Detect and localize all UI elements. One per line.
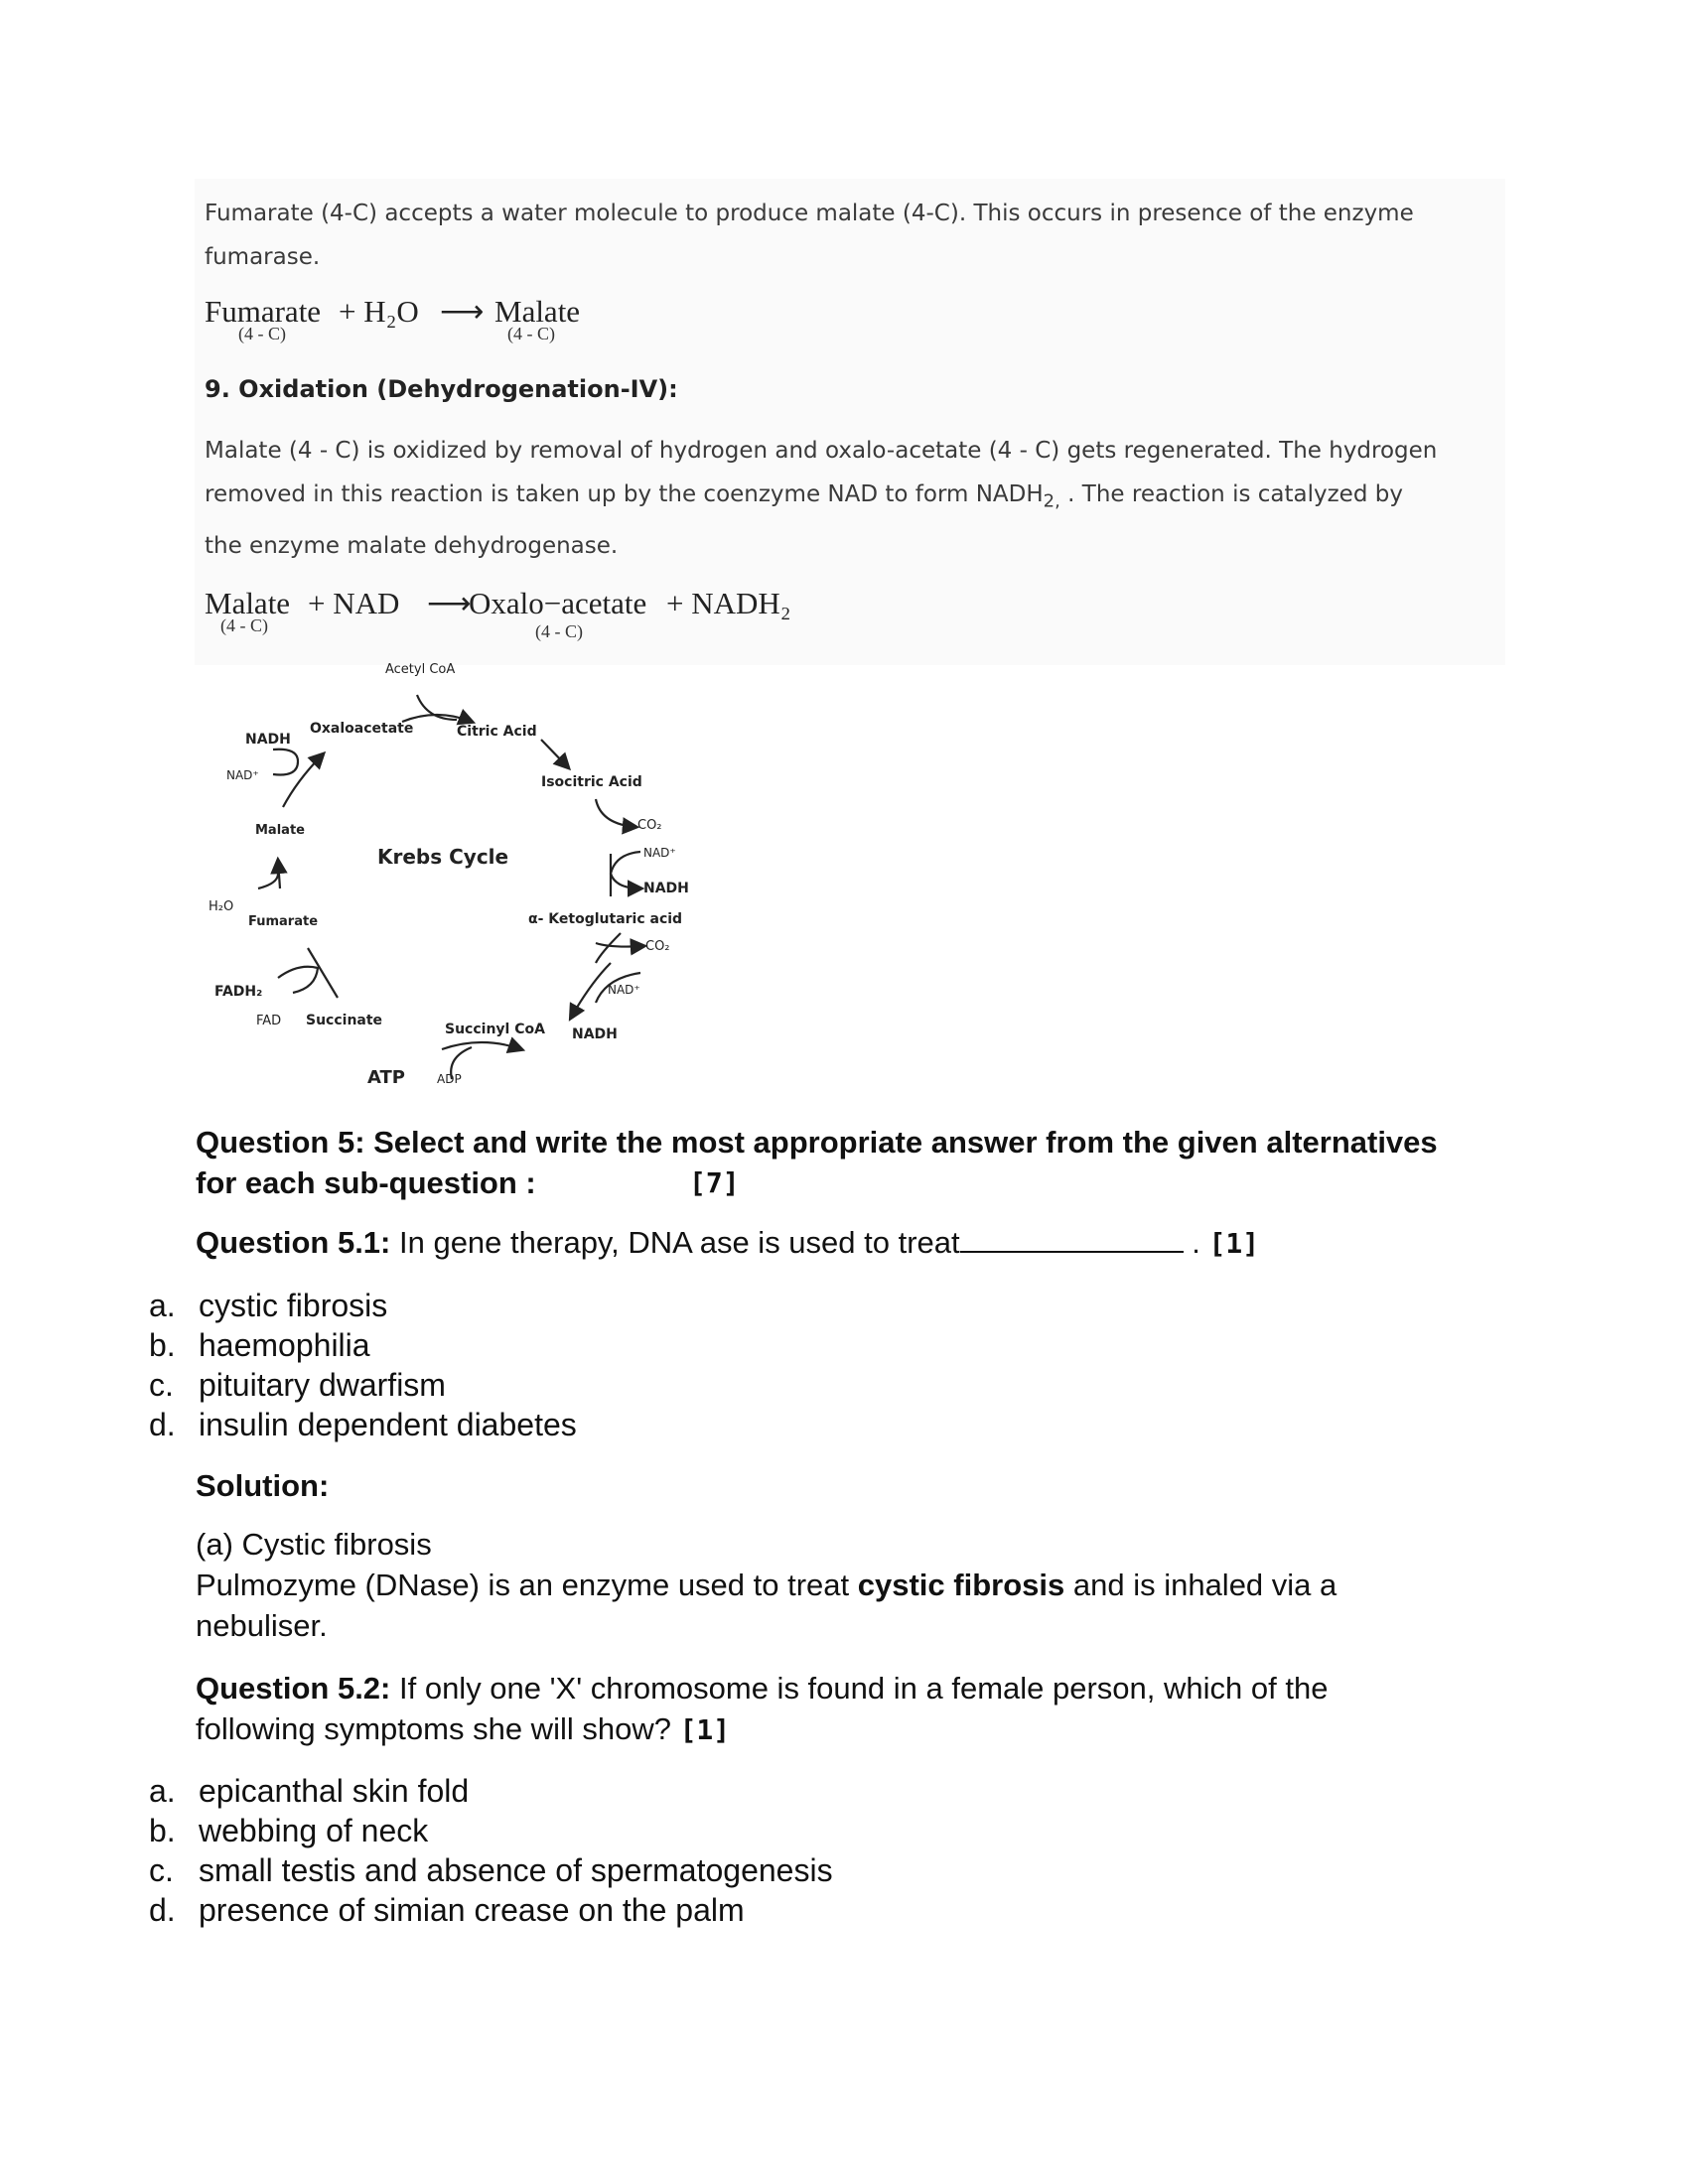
- option-5-1-c: [149, 1365, 577, 1405]
- option-5-2-c: [149, 1850, 833, 1890]
- eq1-malate: Malate: [494, 294, 581, 329]
- nad-to-nadh-arrow-1: [611, 852, 640, 888]
- eq1-fumarate: Fumarate: [205, 294, 322, 329]
- nadh-subscript: 2,: [1043, 490, 1060, 512]
- option-5-2-b: [149, 1811, 833, 1850]
- eq1-arrow: ⟶: [440, 294, 485, 329]
- question-5-heading-line-2: [196, 1162, 740, 1203]
- solution-label: Solution:: [196, 1468, 330, 1503]
- label-co2-2: CO₂: [645, 939, 670, 954]
- label-krebs-cycle-title: Krebs Cycle: [377, 845, 509, 869]
- option-text: presence of simian crease on the palm: [199, 1892, 745, 1928]
- option-text: webbing of neck: [199, 1813, 429, 1848]
- succinyl-to-succinate-arrow: [442, 1042, 521, 1049]
- question-5-2-text-2: following symptoms she will show?: [196, 1711, 680, 1746]
- intro-line-2: fumarase.: [205, 244, 321, 270]
- option-5-2-a: [149, 1771, 833, 1811]
- section-9-line-2-tail: . The reaction is catalyzed by: [1059, 481, 1403, 507]
- section-9-line-2: [205, 473, 1403, 524]
- krebs-cycle-diagram: [199, 650, 735, 1107]
- eq2-malate-carbons: (4 - C): [220, 615, 268, 635]
- label-oxaloacetate: Oxaloacetate: [310, 721, 414, 737]
- option-text: pituitary dwarfism: [199, 1367, 446, 1403]
- question-5-heading-tail: for each sub-question :: [196, 1165, 536, 1200]
- label-succinyl-coa: Succinyl CoA: [445, 1022, 545, 1037]
- eq1-fumarate-carbons: (4 - C): [238, 324, 286, 343]
- option-marker: c.: [149, 1852, 174, 1888]
- section-9-line-2-text: removed in this reaction is taken up by the coenzyme NAD to form NADH: [205, 481, 1044, 507]
- equation-fumarate-to-malate: [205, 294, 701, 353]
- solution-answer: (a) Cystic fibrosis: [196, 1527, 432, 1562]
- section-9-line-1: Malate (4 - C) is oxidized by removal of hydrogen and oxalo-acetate (4 - C) gets regenerated. The hydrogen: [205, 438, 1438, 464]
- option-marker: a.: [149, 1773, 176, 1809]
- water-arrow: [258, 874, 278, 888]
- question-5-1-text: In gene therapy, DNA ase is used to treat: [390, 1225, 960, 1260]
- solution-explanation: [196, 1565, 1336, 1605]
- label-atp: ATP: [367, 1067, 406, 1088]
- label-malate: Malate: [255, 823, 305, 838]
- eq2-arrow: ⟶: [427, 586, 472, 620]
- section-9-line-3: the enzyme malate dehydrogenase.: [205, 533, 619, 559]
- label-isocitric-acid: Isocitric Acid: [541, 774, 642, 790]
- intro-line-1: Fumarate (4-C) accepts a water molecule to produce malate (4-C). This occurs in presence of the enzyme: [205, 201, 1414, 226]
- label-adp: ADP: [437, 1072, 462, 1086]
- co2-release-arrow-2: [596, 943, 643, 947]
- label-nad-2: NAD⁺: [608, 983, 640, 997]
- label-fumarate: Fumarate: [248, 914, 319, 929]
- option-marker: d.: [149, 1892, 176, 1928]
- option-5-1-a: [149, 1286, 577, 1325]
- option-text: haemophilia: [199, 1327, 370, 1363]
- question-5-2: [196, 1668, 1328, 1708]
- option-text: epicanthal skin fold: [199, 1773, 470, 1809]
- nad-to-nadh-arrow-3: [273, 750, 298, 775]
- label-h2o: H₂O: [209, 899, 234, 914]
- label-nad-1: NAD⁺: [643, 846, 676, 860]
- option-text: insulin dependent diabetes: [199, 1407, 577, 1442]
- question-5-1: [196, 1222, 1259, 1264]
- label-alpha-ketoglutaric: α- Ketoglutaric acid: [528, 911, 683, 927]
- label-fadh2: FADH₂: [214, 984, 263, 1000]
- succinate-fumarate-stem: [308, 948, 338, 998]
- option-5-1-d: [149, 1405, 577, 1444]
- option-5-2-d: [149, 1890, 833, 1930]
- eq2-oxaloacetate-carbons: (4 - C): [535, 621, 583, 641]
- option-marker: a.: [149, 1288, 176, 1323]
- question-5-1-period: .: [1183, 1225, 1209, 1260]
- solution-explanation-bold: cystic fibrosis: [857, 1568, 1065, 1602]
- label-nadh-1: NADH: [643, 881, 689, 896]
- question-5-2-marks: [1]: [679, 1713, 731, 1746]
- option-text: small testis and absence of spermatogenesis: [199, 1852, 833, 1888]
- label-acetyl-coa: Acetyl CoA: [385, 662, 456, 677]
- eq2-nadh2: + NADH₂: [666, 586, 791, 620]
- label-citric-acid: Citric Acid: [457, 724, 537, 740]
- option-marker: b.: [149, 1813, 176, 1848]
- solution-explanation-text: Pulmozyme (DNase) is an enzyme used to treat: [196, 1568, 858, 1602]
- option-5-1-b: [149, 1325, 577, 1365]
- label-co2-1: CO₂: [637, 818, 662, 833]
- solution-explanation-line-2: nebuliser.: [196, 1608, 328, 1643]
- label-nad-3: NAD⁺: [226, 768, 259, 782]
- option-marker: d.: [149, 1407, 176, 1442]
- fad-to-fadh2-arrow: [278, 967, 318, 993]
- co2-release-arrow-1: [596, 799, 635, 827]
- answer-blank: [960, 1223, 1184, 1253]
- label-succinate: Succinate: [306, 1013, 383, 1028]
- eq2-nad: + NAD: [308, 586, 400, 620]
- question-5-1-options: [149, 1286, 577, 1444]
- eq1-water: + H₂O: [339, 294, 419, 329]
- eq2-oxaloacetate: Oxalo−acetate: [469, 586, 647, 620]
- section-9-heading: 9. Oxidation (Dehydrogenation-IV):: [205, 375, 678, 403]
- question-5-1-label: Question 5.1:: [196, 1225, 391, 1260]
- question-5-heading: Question 5: Select and write the most appropriate answer from the given alternatives: [196, 1125, 1438, 1160]
- equation-malate-to-oxaloacetate: [205, 586, 840, 645]
- question-5-2-line-2: [196, 1708, 730, 1750]
- option-text: cystic fibrosis: [199, 1288, 388, 1323]
- label-nadh-2: NADH: [572, 1026, 618, 1042]
- question-5-2-label: Question 5.2:: [196, 1671, 391, 1706]
- malate-to-oxalo-arrow: [283, 754, 323, 807]
- question-5-marks: [7]: [689, 1166, 740, 1199]
- label-nadh-3: NADH: [245, 732, 291, 748]
- solution-explanation-tail: and is inhaled via a: [1064, 1568, 1337, 1602]
- question-5-2-text: If only one 'X' chromosome is found in a female person, which of the: [390, 1671, 1329, 1706]
- citric-to-isocitric-arrow: [541, 740, 568, 767]
- option-marker: b.: [149, 1327, 176, 1363]
- eq2-malate: Malate: [205, 586, 291, 620]
- label-fad: FAD: [256, 1014, 282, 1028]
- question-5-1-marks: [1]: [1208, 1227, 1260, 1260]
- question-5-2-options: [149, 1771, 833, 1930]
- eq1-malate-carbons: (4 - C): [507, 324, 555, 343]
- option-marker: c.: [149, 1367, 174, 1403]
- keto-stem: [596, 933, 621, 963]
